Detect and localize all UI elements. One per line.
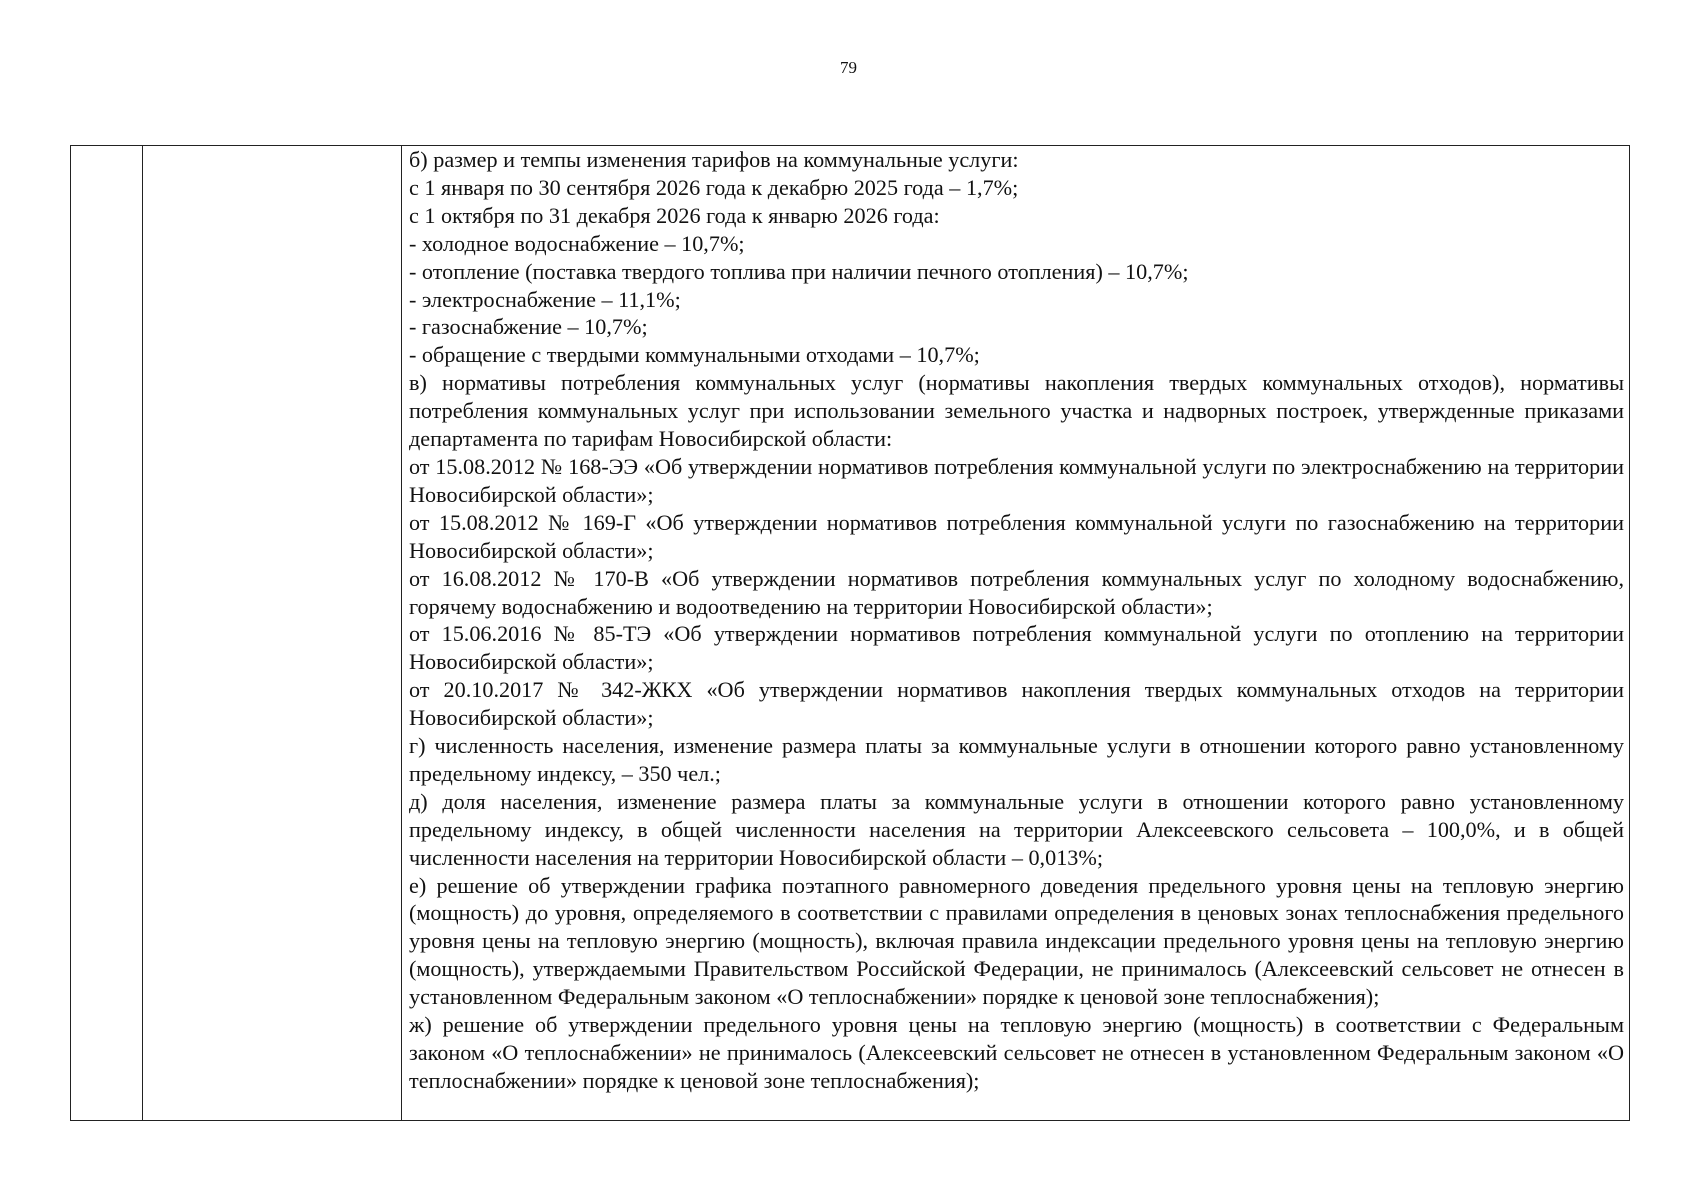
list-item-heating: - отопление (поставка твердого топлива при наличии печного отопления) – 10,7%;: [409, 258, 1189, 284]
list-item-cold-water: - холодное водоснабжение – 10,7%;: [409, 230, 745, 256]
list-item-gas: - газоснабжение – 10,7%;: [409, 314, 648, 340]
paragraph-population-count: г) численность населения, изменение размера платы за коммунальные услуги в отношении которого равно установленному предельному индексу, – 350 чел.;: [409, 733, 1624, 786]
paragraph-tariff-jan-sep: с 1 января по 30 сентября 2026 года к декабрю 2025 года – 1,7%;: [409, 174, 1019, 200]
list-item-waste: - обращение с твердыми коммунальными отходами – 10,7%;: [409, 342, 980, 368]
paragraph-order-85: от 15.06.2016 № 85-ТЭ «Об утверждении нормативов потребления коммунальной услуги по отоплению на территории Новосибирской области»;: [409, 621, 1624, 675]
paragraph-order-342: от 20.10.2017 № 342-ЖКХ «Об утверждении нормативов накопления твердых коммунальных отходов на территории Новосибирской области»;: [409, 677, 1624, 731]
page-number: 79: [840, 58, 857, 77]
paragraph-tariffs-heading: б) размер и темпы изменения тарифов на коммунальные услуги:: [409, 147, 1019, 172]
paragraph-consumption-norms: в) нормативы потребления коммунальных услуг (нормативы накопления твердых коммунальных отходов), нормативы потребления коммунальных услуг при использовании земельного участка и надворных построек, утвержденные приказами департамента по тарифам Новосибирской области:: [409, 370, 1624, 452]
table-column-name: [143, 146, 402, 1120]
document-table: [70, 145, 1630, 1121]
paragraph-order-170: от 16.08.2012 № 170-В «Об утверждении нормативов потребления коммунальных услуг по холодному водоснабжению, горячему водоснабжению и водоотведению на территории Новосибирской области»;: [409, 565, 1624, 619]
paragraph-population-share: д) доля населения, изменение размера платы за коммунальные услуги в отношении которого равно установленному предельному индексу, в общей численности населения на территории Алексеевского сельсовета – 100,0%, и в общей численности населения на территории Новосибирской области – 0,013%;: [409, 788, 1624, 870]
paragraph-order-168: от 15.08.2012 № 168-ЭЭ «Об утверждении нормативов потребления коммунальной услуги по электроснабжению на территории Новосибирской области»;: [409, 453, 1624, 507]
paragraph-tariff-oct-dec: с 1 октября по 31 декабря 2026 года к январю 2026 года:: [409, 202, 940, 228]
table-column-content: [402, 146, 1629, 1120]
paragraph-price-schedule: е) решение об утверждении графика поэтапного равномерного доведения предельного уровня цены на тепловую энергию (мощность) до уровня, определяемого в соответствии с правилами определения в ценовых зонах теплоснабжения предельного уровня цены на тепловую энергию (мощность), включая правила индексации предельного уровня цены на тепловую энергию (мощность), утверждаемыми Правительством Российской Федерации, не принималось (Алексеевский сельсовет не отнесен в установленном Федеральным законом «О теплоснабжении» порядке к ценовой зоне теплоснабжения);: [409, 872, 1624, 1010]
paragraph-price-limit: ж) решение об утверждении предельного уровня цены на тепловую энергию (мощность) в соответствии с Федеральным законом «О теплоснабжении» не принималось (Алексеевский сельсовет не отнесен в установленном Федеральным законом «О теплоснабжении» порядке к ценовой зоне теплоснабжения);: [409, 1012, 1624, 1093]
table-column-number: [71, 146, 143, 1120]
list-item-electricity: - электроснабжение – 11,1%;: [409, 286, 681, 312]
paragraph-order-169: от 15.08.2012 № 169-Г «Об утверждении нормативов потребления коммунальной услуги по газоснабжению на территории Новосибирской области»;: [409, 509, 1624, 563]
